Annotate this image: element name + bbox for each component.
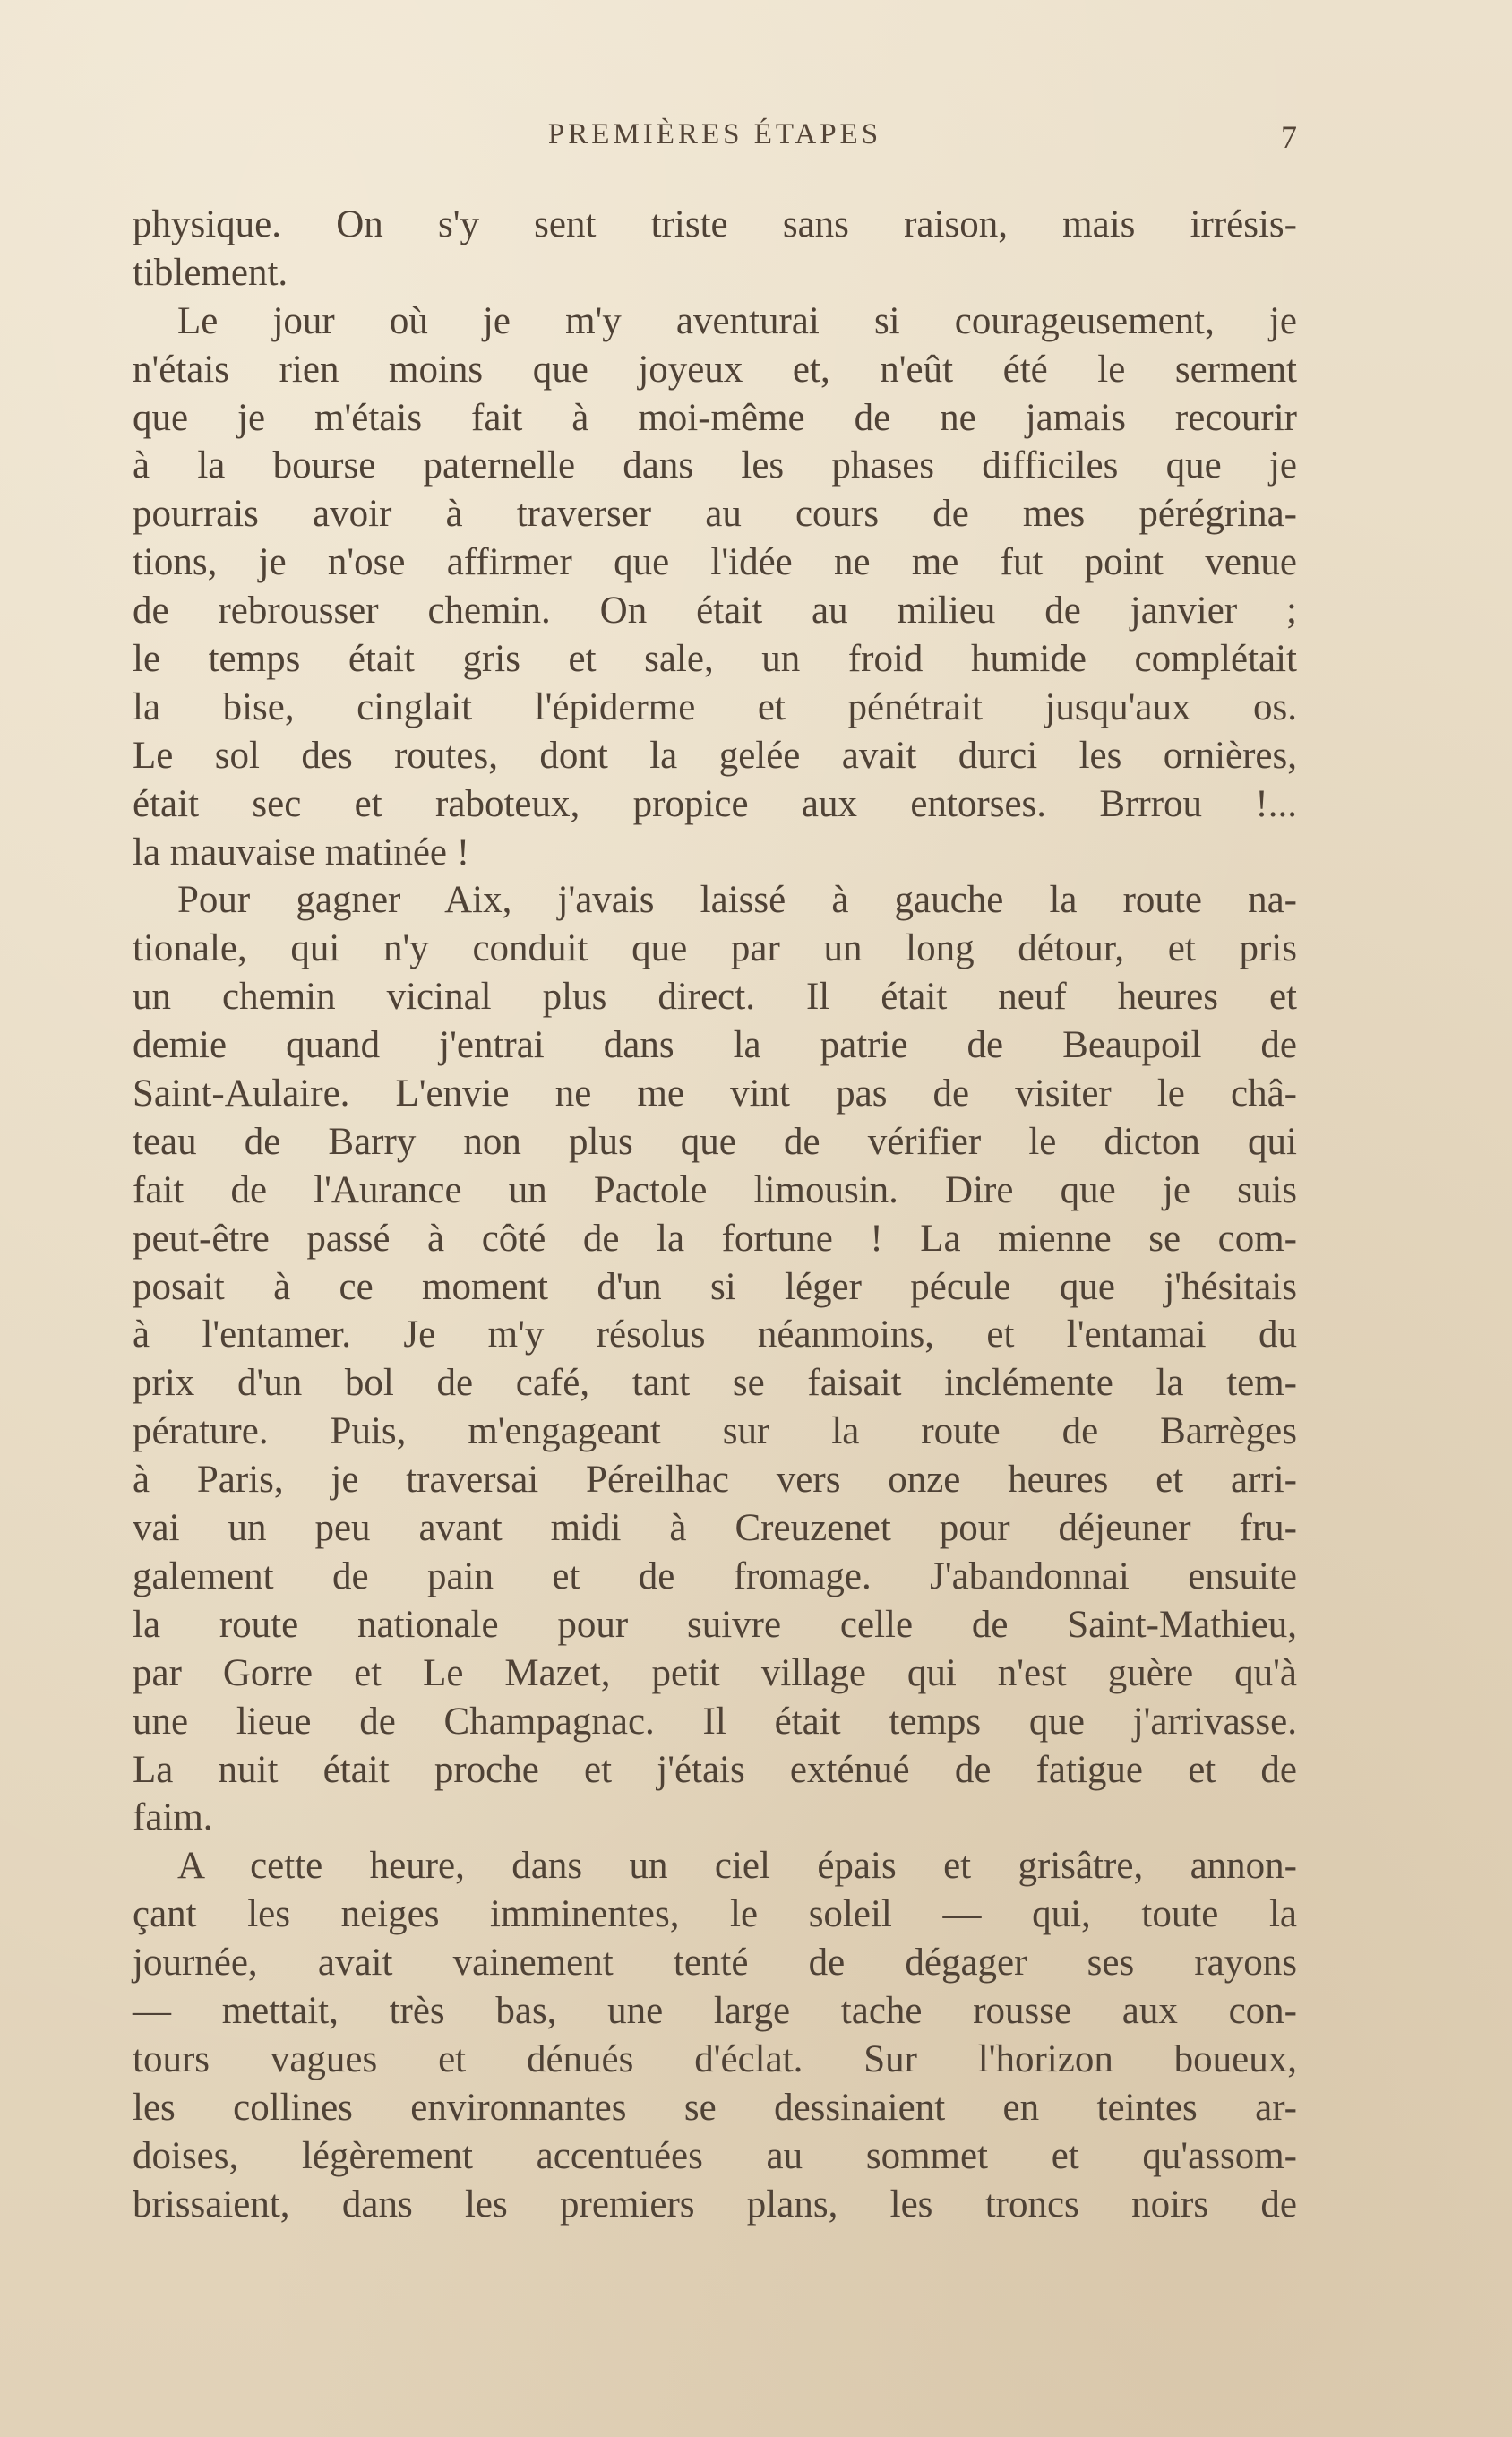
text-line: le temps était gris et sale, un froid humide complétait <box>133 638 1297 681</box>
text-line: Pour gagner Aix, j'avais laissé à gauche la route na- <box>177 879 1297 922</box>
text-line: les collines environnantes se dessinaient en teintes ar- <box>133 2086 1297 2129</box>
text-line: tionale, qui n'y conduit que par un long détour, et pris <box>133 927 1297 970</box>
text-line: journée, avait vainement tenté de dégager ses rayons <box>133 1942 1297 1985</box>
text-line: la bise, cinglait l'épiderme et pénétrait jusqu'aux os. <box>133 685 1297 728</box>
text-line: de rebrousser chemin. On était au milieu de janvier ; <box>133 590 1297 633</box>
text-line: A cette heure, dans un ciel épais et grisâtre, annon- <box>177 1845 1297 1888</box>
text-line: physique. On s'y sent triste sans raison, mais irrésis- <box>133 203 1297 245</box>
text-line: n'étais rien moins que joyeux et, n'eût été le serment <box>133 348 1297 391</box>
text-line: Le jour où je m'y aventurai si courageusement, je <box>177 299 1297 342</box>
text-line: posait à ce moment d'un si léger pécule que j'hésitais <box>133 1265 1297 1308</box>
body-text <box>133 201 1297 2228</box>
text-line: pérature. Puis, m'engageant sur la route de Barrèges <box>133 1410 1297 1453</box>
text-line: à l'entamer. Je m'y résolus néanmoins, et l'entamai du <box>133 1313 1297 1356</box>
running-head: PREMIÈRES ÉTAPES <box>547 118 882 151</box>
text-line: çant les neiges imminentes, le soleil — qui, toute la <box>133 1893 1297 1936</box>
text-line: Saint-Aulaire. L'envie ne me vint pas de visiter le châ- <box>133 1072 1297 1115</box>
text-line: par Gorre et Le Mazet, petit village qui n'est guère qu'à <box>133 1651 1297 1694</box>
text-line: était sec et raboteux, propice aux entorses. Brrrou !... <box>133 782 1297 825</box>
text-line: teau de Barry non plus que de vérifier le dicton qui <box>133 1120 1297 1163</box>
text-line: La nuit était proche et j'étais exténué de fatigue et de <box>133 1748 1297 1791</box>
text-line: prix d'un bol de café, tant se faisait inclémente la tem- <box>133 1362 1297 1405</box>
text-line: vai un peu avant midi à Creuzenet pour déjeuner fru- <box>133 1507 1297 1550</box>
text-line: fait de l'Aurance un Pactole limousin. Dire que je suis <box>133 1168 1297 1211</box>
text-line: la mauvaise matinée ! <box>133 831 470 874</box>
text-line: tours vagues et dénués d'éclat. Sur l'horizon boueux, <box>133 2037 1297 2080</box>
text-line: peut-être passé à côté de la fortune ! La mienne se com- <box>133 1217 1297 1260</box>
text-line: galement de pain et de fromage. J'abandonnai ensuite <box>133 1554 1297 1597</box>
text-line: tions, je n'ose affirmer que l'idée ne me fut point venue <box>133 541 1297 584</box>
text-line: demie quand j'entrai dans la patrie de Beaupoil de <box>133 1024 1297 1067</box>
text-line: à Paris, je traversai Péreilhac vers onze heures et arri- <box>133 1459 1297 1502</box>
page-header <box>133 118 1297 163</box>
text-line: — mettait, très bas, une large tache rousse aux con- <box>133 1989 1297 2032</box>
text-line: à la bourse paternelle dans les phases difficiles que je <box>133 444 1297 487</box>
text-line: faim. <box>133 1796 213 1839</box>
page-number: 7 <box>1281 119 1297 155</box>
text-line: brissaient, dans les premiers plans, les troncs noirs de <box>133 2183 1297 2226</box>
text-line: tiblement. <box>133 251 288 294</box>
text-line: que je m'étais fait à moi-même de ne jamais recourir <box>133 396 1297 439</box>
text-line: pourrais avoir à traverser au cours de mes pérégrina- <box>133 493 1297 536</box>
text-line: la route nationale pour suivre celle de Saint-Mathieu, <box>133 1603 1297 1646</box>
text-line: un chemin vicinal plus direct. Il était neuf heures et <box>133 976 1297 1019</box>
text-line: doises, légèrement accentuées au sommet et qu'assom- <box>133 2134 1297 2177</box>
text-line: une lieue de Champagnac. Il était temps que j'arrivasse. <box>133 1700 1297 1743</box>
text-line: Le sol des routes, dont la gelée avait durci les ornières, <box>133 734 1297 777</box>
